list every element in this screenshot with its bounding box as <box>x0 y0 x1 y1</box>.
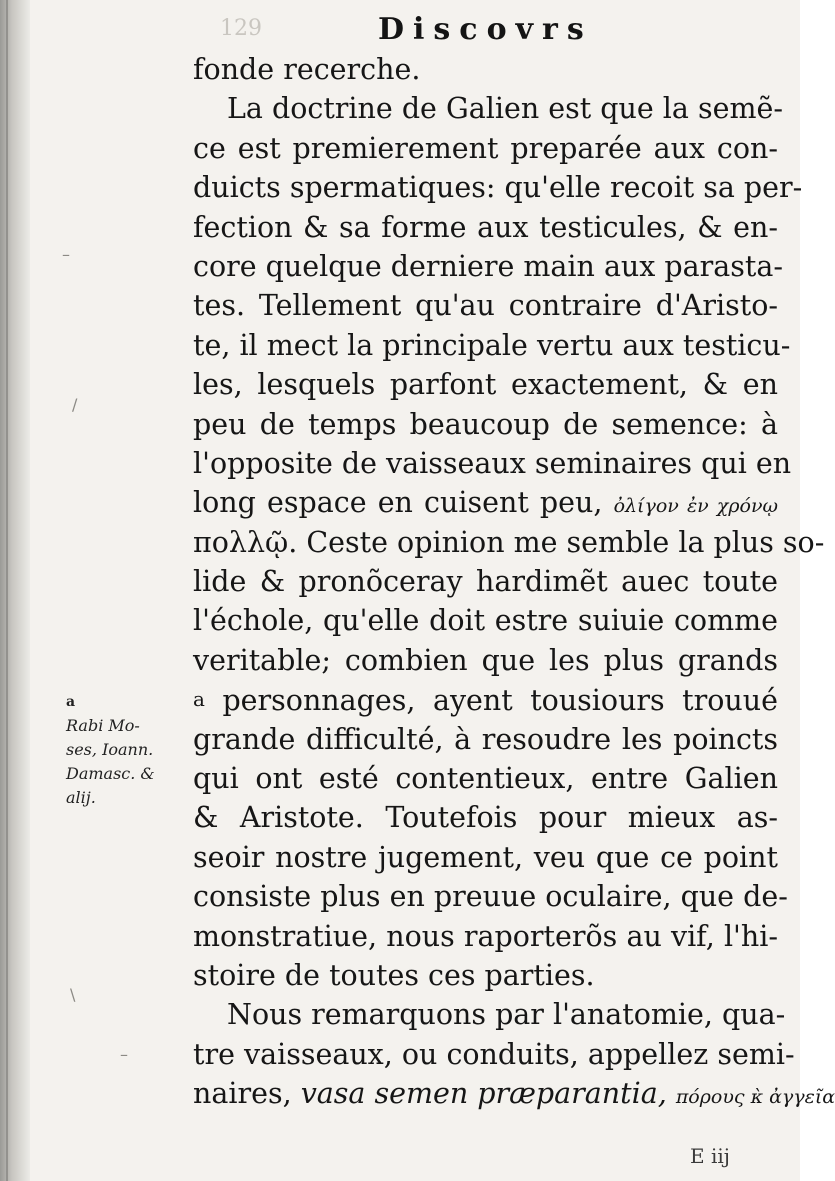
text-line: πολλῷ. Ceste opinion me semble la plus so- <box>193 525 825 559</box>
signature-mark: E iij <box>690 1144 730 1168</box>
text-line: les, lesquels parfont exactement, & en <box>193 368 778 402</box>
margin-note-line: ses, Ioann. <box>66 740 154 759</box>
text-line: peu de temps beaucoup de semence: à <box>193 407 778 441</box>
margin-smudge: – <box>120 1045 128 1064</box>
text-line-with-ref <box>193 680 778 719</box>
text-line: core quelque derniere main aux parasta- <box>193 249 783 283</box>
text-line: grande difficulté, à resoudre les poincts <box>193 722 778 756</box>
text-segment: long espace en cuisent peu, <box>193 486 603 520</box>
text-line: Nous remarquons par l'anatomie, qua- <box>227 998 786 1032</box>
text-line: te, il mect la principale vertu aux testicu- <box>193 328 791 362</box>
text-line: veritable; combien que les plus grands <box>193 643 778 677</box>
text-line: lide & pronõceray hardimẽt auec toute <box>193 565 778 599</box>
text-line: l'échole, qu'elle doit estre suiuie comme <box>193 604 778 638</box>
text-line: La doctrine de Galien est que la semẽ- <box>227 92 783 126</box>
text-line: fonde recerche. <box>193 53 421 86</box>
text-line: duicts spermatiques: qu'elle recoit sa per- <box>193 171 803 205</box>
margin-note-line: a Rabi Mo- <box>66 690 191 738</box>
text-line-with-latin-greek <box>193 1074 835 1113</box>
text-line-with-greek <box>193 483 778 522</box>
text-segment: naires, <box>193 1077 292 1111</box>
text-line: & Aristote. Toutefois pour mieux as- <box>193 801 778 835</box>
running-title: Discovrs <box>378 12 593 47</box>
margin-smudge: / <box>72 395 78 414</box>
margin-note-line: alij. <box>66 788 96 807</box>
text-line: tes. Tellement qu'au contraire d'Aristo- <box>193 289 778 323</box>
latin-phrase: vasa semen præparantia, <box>300 1077 667 1111</box>
page-number-ghost: 129 <box>220 16 262 41</box>
text-line: fection & sa forme aux testicules, & en- <box>193 210 778 244</box>
reference-mark: a <box>66 694 76 710</box>
greek-phrase: ὀλίγον ἐν χρόνῳ <box>613 495 778 518</box>
margin-smudge: \ <box>70 985 76 1004</box>
greek-phrase: πόρους κ̀ ἀγγεῖα <box>675 1086 835 1109</box>
margin-note-line: Damasc. & <box>66 764 155 783</box>
text-line: qui ont esté contentieux, entre Galien <box>193 762 778 796</box>
text-segment: personnages, ayent tousiours trouué <box>222 684 778 718</box>
text-line: stoire de toutes ces parties. <box>193 958 595 992</box>
marginal-note <box>66 690 191 810</box>
main-text <box>193 50 835 1114</box>
text-line: consiste plus en preuue oculaire, que de- <box>193 880 788 914</box>
text-line: l'opposite de vaisseaux seminaires qui en <box>193 446 792 480</box>
text-line: tre vaisseaux, ou conduits, appellez semi- <box>193 1037 795 1071</box>
reference-mark: a <box>193 687 205 712</box>
text-line: monstratiue, nous raporterõs au vif, l'hi- <box>193 919 778 953</box>
text-line: seoir nostre jugement, veu que ce point <box>193 840 778 874</box>
margin-smudge: – <box>62 245 70 264</box>
text-line: ce est premierement preparée aux con- <box>193 131 778 165</box>
